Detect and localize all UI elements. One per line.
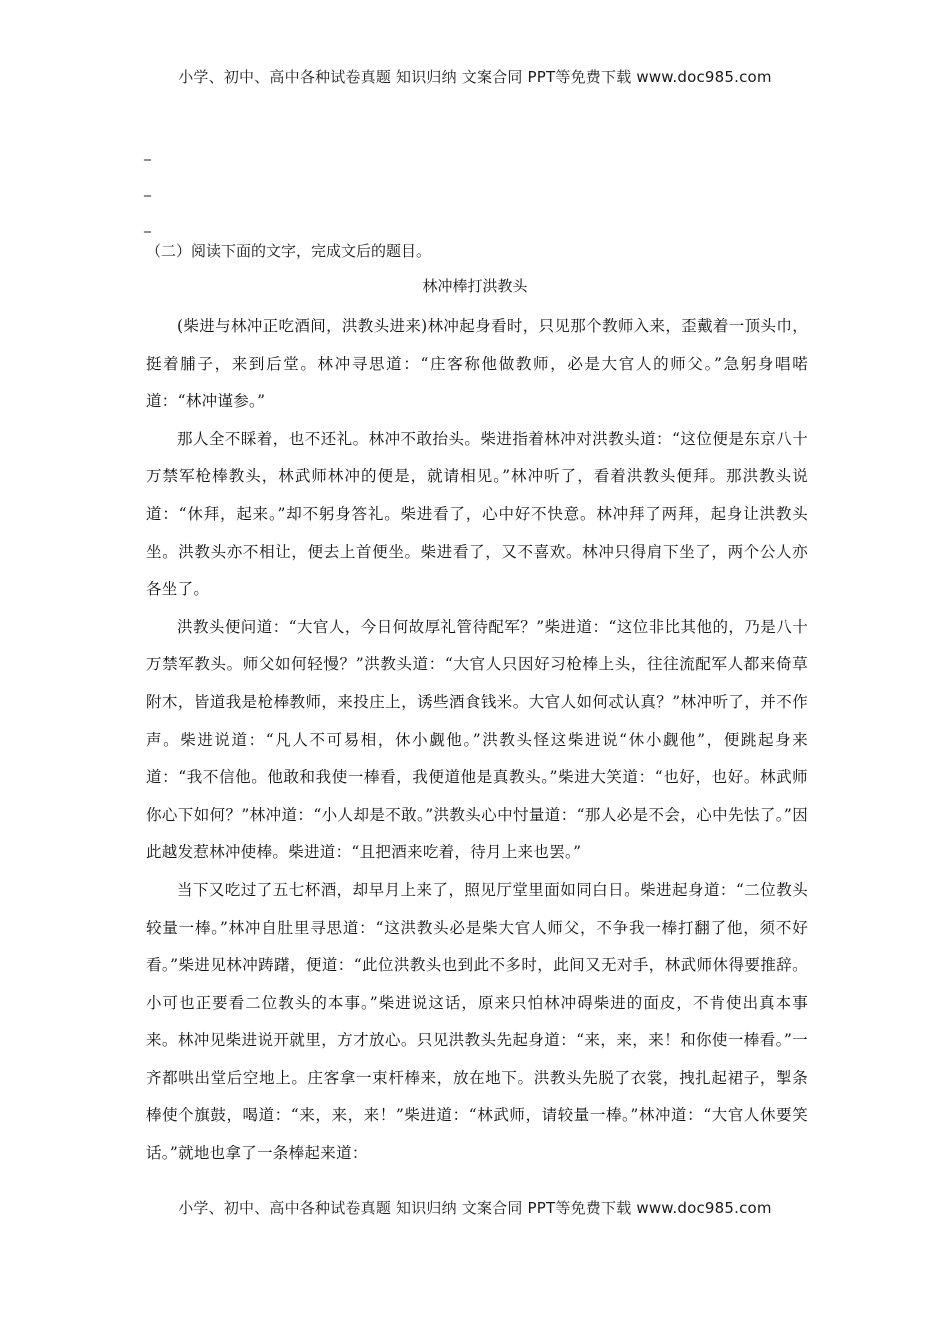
header-banner: 小学、初中、高中各种试卷真题 知识归纳 文案合同 PPT等免费下载 www.doc985.com [178, 68, 772, 86]
footer-banner: 小学、初中、高中各种试卷真题 知识归纳 文案合同 PPT等免费下载 www.doc985.com [178, 1199, 772, 1217]
article-body [146, 308, 808, 1173]
answer-blank-line: _ [144, 181, 151, 197]
paragraph: 当下又吃过了五七杯酒，却早月上来了，照见厅堂里面如同白日。柴进起身道：“二位教头较量一棒。”林冲自肚里寻思道：“这洪教头必是柴大官人师父，不争我一棒打翻了他，须不好看。”柴进见林冲踌躇，便道：“此位洪教头也到此不多时，此间又无对手，林武师休得要推辞。小可也正要看二位教头的本事。”柴进说这话，原来只怕林冲碍柴进的面皮，不肯使出真本事来。林冲见柴进说开就里，方才放心。只见洪教头先起身道：“来，来，来！和你使一棒看。”一齐都哄出堂后空地上。庄客拿一束杆棒来，放在地下。洪教头先脱了衣裳，拽扎起裙子，掣条棒使个旗鼓，喝道：“来，来，来！”柴进道：“林武师，请较量一棒。”林冲道：“大官人休要笑话。”就地也拿了一条棒起来道： [146, 880, 808, 1163]
article-title: 林冲棒打洪教头 [422, 277, 528, 295]
answer-blank-line: _ [144, 145, 151, 161]
section-instruction: （二）阅读下面的文字，完成文后的题目。 [146, 242, 432, 260]
paragraph: 洪教头便问道：“大官人，今日何故厚礼管待配军？”柴进道：“这位非比其他的，乃是八十万禁军教头。师父如何轻慢？”洪教头道：“大官人只因好习枪棒上头，往往流配军人都来倚草附木，皆道我是枪棒教师，来投庄上，诱些酒食钱米。大官人如何忒认真？”林冲听了，并不作声。柴进说道：“凡人不可易相，休小觑他。”洪教头怪这柴进说“休小觑他”，便跳起身来道：“我不信他。他敢和我使一棒看，我便道他是真教头。”柴进大笑道：“也好，也好。林武师你心下如何？”林冲道：“小人却是不敢。”洪教头心中忖量道：“那人必是不会，心中先怯了。”因此越发惹林冲使棒。柴进道：“且把酒来吃着，待月上来也罢。” [146, 617, 808, 862]
answer-blank-line: _ [144, 217, 151, 233]
paragraph: 那人全不睬着，也不还礼。林冲不敢抬头。柴进指着林冲对洪教头道：“这位便是东京八十万禁军枪棒教头，林武师林冲的便是，就请相见。”林冲听了，看着洪教头便拜。那洪教头说道：“休拜，起来。”却不躬身答礼。柴进看了，心中好不快意。林冲拜了两拜，起身让洪教头坐。洪教头亦不相让，便去上首便坐。柴进看了，又不喜欢。林冲只得肩下坐了，两个公人亦各坐了。 [146, 429, 808, 599]
paragraph: (柴进与林冲正吃酒间，洪教头进来)林冲起身看时，只见那个教师入来，歪戴着一顶头巾，挺着脯子，来到后堂。林冲寻思道：“庄客称他做教师，必是大官人的师父。”急躬身唱喏道：“林冲谨参。” [146, 317, 808, 411]
